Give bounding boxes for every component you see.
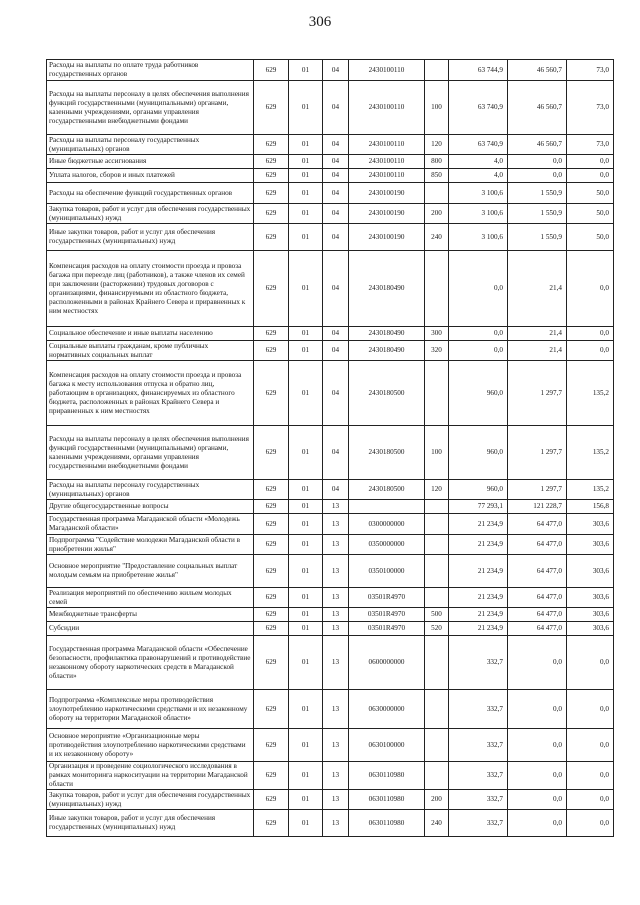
table-row	[47, 183, 614, 204]
target-article-cell: 0300000000	[349, 514, 425, 535]
target-article-cell: 2430100110	[349, 60, 425, 81]
approved-amount-cell: 63 740,9	[449, 81, 508, 135]
subsection-cell: 04	[323, 155, 349, 169]
subsection-cell: 04	[323, 169, 349, 183]
revised-amount-cell: 64 477,0	[508, 555, 567, 588]
revised-amount-cell: 0,0	[508, 762, 567, 790]
target-article-cell: 2430100110	[349, 155, 425, 169]
subsection-cell: 04	[323, 341, 349, 361]
table-body	[47, 60, 614, 837]
section-cell: 01	[289, 588, 323, 608]
expense-type-cell	[425, 60, 449, 81]
approved-amount-cell: 3 100,6	[449, 204, 508, 224]
expense-type-cell	[425, 588, 449, 608]
subsection-cell: 04	[323, 81, 349, 135]
subsection-cell: 13	[323, 636, 349, 690]
expense-type-cell: 300	[425, 327, 449, 341]
grbs-cell: 629	[254, 480, 289, 500]
approved-amount-cell: 21 234,9	[449, 588, 508, 608]
grbs-cell: 629	[254, 169, 289, 183]
target-article-cell: 2430100110	[349, 169, 425, 183]
approved-amount-cell: 332,7	[449, 810, 508, 837]
revised-amount-cell: 0,0	[508, 810, 567, 837]
section-cell: 01	[289, 135, 323, 155]
approved-amount-cell: 332,7	[449, 790, 508, 810]
expense-type-cell	[425, 361, 449, 426]
approved-amount-cell: 63 740,9	[449, 135, 508, 155]
target-article-cell: 03501R4970	[349, 608, 425, 622]
row-name-cell: Расходы на выплаты по оплате труда работников государственных органов	[47, 60, 254, 81]
target-article-cell: 0630100000	[349, 729, 425, 762]
row-name-cell: Расходы на выплаты персоналу государственных (муниципальных) органов	[47, 480, 254, 500]
expense-type-cell	[425, 514, 449, 535]
grbs-cell: 629	[254, 608, 289, 622]
revised-amount-cell: 21,4	[508, 341, 567, 361]
table-row	[47, 762, 614, 790]
grbs-cell: 629	[254, 81, 289, 135]
revised-amount-cell: 64 477,0	[508, 535, 567, 555]
subsection-cell: 13	[323, 555, 349, 588]
percent-cell: 0,0	[567, 251, 614, 327]
subsection-cell: 04	[323, 224, 349, 251]
section-cell: 01	[289, 426, 323, 480]
target-article-cell: 2430100190	[349, 204, 425, 224]
table-row	[47, 480, 614, 500]
section-cell: 01	[289, 622, 323, 636]
percent-cell: 303,6	[567, 622, 614, 636]
grbs-cell: 629	[254, 790, 289, 810]
target-article-cell: 03501R4970	[349, 622, 425, 636]
row-name-cell: Государственная программа Магаданской области «Молодежь Магаданской области»	[47, 514, 254, 535]
expense-type-cell: 100	[425, 81, 449, 135]
expense-type-cell	[425, 636, 449, 690]
revised-amount-cell: 121 228,7	[508, 500, 567, 514]
revised-amount-cell: 0,0	[508, 729, 567, 762]
table-row	[47, 555, 614, 588]
expense-type-cell	[425, 690, 449, 729]
grbs-cell: 629	[254, 60, 289, 81]
table-row	[47, 729, 614, 762]
revised-amount-cell: 1 297,7	[508, 361, 567, 426]
revised-amount-cell: 0,0	[508, 169, 567, 183]
expense-type-cell: 500	[425, 608, 449, 622]
revised-amount-cell: 0,0	[508, 155, 567, 169]
approved-amount-cell: 0,0	[449, 327, 508, 341]
budget-table	[46, 59, 614, 837]
section-cell: 01	[289, 690, 323, 729]
percent-cell: 0,0	[567, 327, 614, 341]
table-row	[47, 426, 614, 480]
table-row	[47, 81, 614, 135]
row-name-cell: Закупка товаров, работ и услуг для обеспечения государственных (муниципальных) нужд	[47, 204, 254, 224]
subsection-cell: 04	[323, 204, 349, 224]
subsection-cell: 04	[323, 327, 349, 341]
target-article-cell: 0630110980	[349, 790, 425, 810]
target-article-cell: 2430100190	[349, 224, 425, 251]
table-row	[47, 327, 614, 341]
expense-type-cell: 240	[425, 810, 449, 837]
section-cell: 01	[289, 60, 323, 81]
approved-amount-cell: 77 293,1	[449, 500, 508, 514]
target-article-cell: 2430180500	[349, 426, 425, 480]
expense-type-cell	[425, 729, 449, 762]
subsection-cell: 04	[323, 251, 349, 327]
row-name-cell: Иные бюджетные ассигнования	[47, 155, 254, 169]
section-cell: 01	[289, 535, 323, 555]
grbs-cell: 629	[254, 622, 289, 636]
section-cell: 01	[289, 636, 323, 690]
expense-type-cell: 850	[425, 169, 449, 183]
grbs-cell: 629	[254, 729, 289, 762]
revised-amount-cell: 64 477,0	[508, 608, 567, 622]
target-article-cell: 2430100190	[349, 183, 425, 204]
section-cell: 01	[289, 81, 323, 135]
approved-amount-cell: 332,7	[449, 729, 508, 762]
percent-cell: 50,0	[567, 183, 614, 204]
percent-cell: 0,0	[567, 790, 614, 810]
section-cell: 01	[289, 183, 323, 204]
revised-amount-cell: 46 560,7	[508, 135, 567, 155]
expense-type-cell	[425, 762, 449, 790]
percent-cell: 303,6	[567, 555, 614, 588]
section-cell: 01	[289, 224, 323, 251]
subsection-cell: 04	[323, 60, 349, 81]
expense-type-cell	[425, 183, 449, 204]
section-cell: 01	[289, 762, 323, 790]
revised-amount-cell: 46 560,7	[508, 60, 567, 81]
grbs-cell: 629	[254, 810, 289, 837]
expense-type-cell: 800	[425, 155, 449, 169]
row-name-cell: Подпрограмма "Содействие молодежи Магаданской области в приобретении жилья"	[47, 535, 254, 555]
row-name-cell: Основное мероприятие «Организационные меры противодействия злоупотреблению наркотическими средствами и их незаконному обороту»	[47, 729, 254, 762]
percent-cell: 135,2	[567, 480, 614, 500]
table-row	[47, 204, 614, 224]
percent-cell: 73,0	[567, 135, 614, 155]
section-cell: 01	[289, 790, 323, 810]
grbs-cell: 629	[254, 690, 289, 729]
target-article-cell: 2430180490	[349, 251, 425, 327]
table-row	[47, 622, 614, 636]
approved-amount-cell: 4,0	[449, 155, 508, 169]
grbs-cell: 629	[254, 327, 289, 341]
target-article-cell: 2430180490	[349, 341, 425, 361]
revised-amount-cell: 64 477,0	[508, 588, 567, 608]
percent-cell: 73,0	[567, 60, 614, 81]
revised-amount-cell: 64 477,0	[508, 514, 567, 535]
revised-amount-cell: 21,4	[508, 251, 567, 327]
subsection-cell: 13	[323, 762, 349, 790]
percent-cell: 73,0	[567, 81, 614, 135]
grbs-cell: 629	[254, 535, 289, 555]
subsection-cell: 04	[323, 480, 349, 500]
approved-amount-cell: 332,7	[449, 762, 508, 790]
approved-amount-cell: 960,0	[449, 426, 508, 480]
grbs-cell: 629	[254, 251, 289, 327]
expense-type-cell: 120	[425, 135, 449, 155]
target-article-cell: 0630110980	[349, 810, 425, 837]
approved-amount-cell: 21 234,9	[449, 622, 508, 636]
section-cell: 01	[289, 500, 323, 514]
grbs-cell: 629	[254, 588, 289, 608]
row-name-cell: Компенсация расходов на оплату стоимости проезда и провоза багажа при переезде лиц (работников), а также членов их семей при заключении (расторжении) трудовых договоров с организациями, финансируемыми из областного бюджета, расположенными в районах Крайнего Севера и приравненных к ним местностях	[47, 251, 254, 327]
row-name-cell: Другие общегосударственные вопросы	[47, 500, 254, 514]
section-cell: 01	[289, 810, 323, 837]
subsection-cell: 13	[323, 500, 349, 514]
expense-type-cell: 240	[425, 224, 449, 251]
section-cell: 01	[289, 514, 323, 535]
revised-amount-cell: 1 297,7	[508, 480, 567, 500]
revised-amount-cell: 21,4	[508, 327, 567, 341]
percent-cell: 0,0	[567, 341, 614, 361]
grbs-cell: 629	[254, 183, 289, 204]
table-row	[47, 60, 614, 81]
table-row	[47, 500, 614, 514]
row-name-cell: Субсидии	[47, 622, 254, 636]
section-cell: 01	[289, 341, 323, 361]
target-article-cell: 0630000000	[349, 690, 425, 729]
percent-cell: 50,0	[567, 204, 614, 224]
subsection-cell: 13	[323, 535, 349, 555]
section-cell: 01	[289, 327, 323, 341]
row-name-cell: Компенсация расходов на оплату стоимости проезда и провоза багажа к месту использования отпуска и обратно лиц, работающим в организациях, финансируемых из областного бюджета, расположенных в районах Крайнего Севера и приравненных к ним местностях	[47, 361, 254, 426]
approved-amount-cell: 960,0	[449, 480, 508, 500]
table-row	[47, 810, 614, 837]
expense-type-cell	[425, 251, 449, 327]
subsection-cell: 04	[323, 183, 349, 204]
approved-amount-cell: 3 100,6	[449, 183, 508, 204]
percent-cell: 50,0	[567, 224, 614, 251]
grbs-cell: 629	[254, 155, 289, 169]
row-name-cell: Межбюджетные трансферты	[47, 608, 254, 622]
target-article-cell: 0600000000	[349, 636, 425, 690]
percent-cell: 0,0	[567, 762, 614, 790]
expense-type-cell	[425, 535, 449, 555]
row-name-cell: Основное мероприятие "Предоставление социальных выплат молодым семьям на приобретение жилья"	[47, 555, 254, 588]
target-article-cell: 0350100000	[349, 555, 425, 588]
table-row	[47, 636, 614, 690]
grbs-cell: 629	[254, 762, 289, 790]
subsection-cell: 13	[323, 729, 349, 762]
subsection-cell: 13	[323, 514, 349, 535]
target-article-cell: 0350000000	[349, 535, 425, 555]
table-row	[47, 361, 614, 426]
subsection-cell: 13	[323, 690, 349, 729]
revised-amount-cell: 64 477,0	[508, 622, 567, 636]
revised-amount-cell: 0,0	[508, 636, 567, 690]
page-number: 306	[308, 14, 332, 30]
row-name-cell: Социальные выплаты гражданам, кроме публичных нормативных социальных выплат	[47, 341, 254, 361]
revised-amount-cell: 1 297,7	[508, 426, 567, 480]
section-cell: 01	[289, 608, 323, 622]
subsection-cell: 13	[323, 622, 349, 636]
percent-cell: 156,8	[567, 500, 614, 514]
percent-cell: 303,6	[567, 535, 614, 555]
approved-amount-cell: 332,7	[449, 636, 508, 690]
revised-amount-cell: 0,0	[508, 690, 567, 729]
table-row	[47, 535, 614, 555]
row-name-cell: Уплата налогов, сборов и иных платежей	[47, 169, 254, 183]
subsection-cell: 04	[323, 361, 349, 426]
expense-type-cell: 200	[425, 204, 449, 224]
table-row	[47, 251, 614, 327]
revised-amount-cell: 0,0	[508, 790, 567, 810]
table-row	[47, 588, 614, 608]
expense-type-cell: 520	[425, 622, 449, 636]
percent-cell: 0,0	[567, 690, 614, 729]
row-name-cell: Расходы на выплаты персоналу в целях обеспечения выполнения функций государственными (муниципальными) органами, казенными учреждениями, органами управления государственными внебюджетными фондами	[47, 426, 254, 480]
target-article-cell: 2430180490	[349, 327, 425, 341]
row-name-cell: Расходы на выплаты персоналу государственных (муниципальных) органов	[47, 135, 254, 155]
grbs-cell: 629	[254, 514, 289, 535]
table-row	[47, 169, 614, 183]
approved-amount-cell: 0,0	[449, 251, 508, 327]
row-name-cell: Иные закупки товаров, работ и услуг для обеспечения государственных (муниципальных) нужд	[47, 810, 254, 837]
section-cell: 01	[289, 169, 323, 183]
subsection-cell: 13	[323, 790, 349, 810]
approved-amount-cell: 21 234,9	[449, 514, 508, 535]
percent-cell: 135,2	[567, 426, 614, 480]
table-row	[47, 224, 614, 251]
subsection-cell: 13	[323, 810, 349, 837]
row-name-cell: Организация и проведение социологического исследования в рамках мониторинга наркоситуации на территории Магаданской области	[47, 762, 254, 790]
row-name-cell: Реализация мероприятий по обеспечению жильем молодых семей	[47, 588, 254, 608]
percent-cell: 303,6	[567, 608, 614, 622]
section-cell: 01	[289, 729, 323, 762]
expense-type-cell: 200	[425, 790, 449, 810]
approved-amount-cell: 0,0	[449, 341, 508, 361]
percent-cell: 135,2	[567, 361, 614, 426]
target-article-cell	[349, 500, 425, 514]
expense-type-cell: 100	[425, 426, 449, 480]
revised-amount-cell: 1 550,9	[508, 183, 567, 204]
grbs-cell: 629	[254, 135, 289, 155]
revised-amount-cell: 1 550,9	[508, 224, 567, 251]
percent-cell: 303,6	[567, 588, 614, 608]
table-row	[47, 690, 614, 729]
target-article-cell: 03501R4970	[349, 588, 425, 608]
percent-cell: 0,0	[567, 169, 614, 183]
section-cell: 01	[289, 204, 323, 224]
section-cell: 01	[289, 155, 323, 169]
row-name-cell: Подпрограмма «Комплексные меры противодействия злоупотреблению наркотическими средствами и их незаконному обороту на территории Магаданской области»	[47, 690, 254, 729]
grbs-cell: 629	[254, 500, 289, 514]
row-name-cell: Социальное обеспечение и иные выплаты населению	[47, 327, 254, 341]
target-article-cell: 2430180500	[349, 361, 425, 426]
row-name-cell: Закупка товаров, работ и услуг для обеспечения государственных (муниципальных) нужд	[47, 790, 254, 810]
approved-amount-cell: 63 744,9	[449, 60, 508, 81]
subsection-cell: 04	[323, 135, 349, 155]
grbs-cell: 629	[254, 361, 289, 426]
grbs-cell: 629	[254, 204, 289, 224]
section-cell: 01	[289, 361, 323, 426]
approved-amount-cell: 4,0	[449, 169, 508, 183]
approved-amount-cell: 3 100,6	[449, 224, 508, 251]
percent-cell: 0,0	[567, 636, 614, 690]
expense-type-cell	[425, 555, 449, 588]
grbs-cell: 629	[254, 224, 289, 251]
section-cell: 01	[289, 251, 323, 327]
subsection-cell: 13	[323, 588, 349, 608]
row-name-cell: Государственная программа Магаданской области «Обеспечение безопасности, профилактика правонарушений и противодействие незаконному обороту наркотических средств в Магаданской области»	[47, 636, 254, 690]
table-row	[47, 790, 614, 810]
table-row	[47, 514, 614, 535]
expense-type-cell: 120	[425, 480, 449, 500]
approved-amount-cell: 21 234,9	[449, 535, 508, 555]
subsection-cell: 13	[323, 608, 349, 622]
row-name-cell: Расходы на выплаты персоналу в целях обеспечения выполнения функций государственными (муниципальными) органами, казенными учреждениями, органами управления государственными внебюджетными фондами	[47, 81, 254, 135]
percent-cell: 303,6	[567, 514, 614, 535]
row-name-cell: Расходы на обеспечение функций государственных органов	[47, 183, 254, 204]
percent-cell: 0,0	[567, 810, 614, 837]
revised-amount-cell: 1 550,9	[508, 204, 567, 224]
percent-cell: 0,0	[567, 729, 614, 762]
section-cell: 01	[289, 480, 323, 500]
target-article-cell: 2430180500	[349, 480, 425, 500]
percent-cell: 0,0	[567, 155, 614, 169]
target-article-cell: 2430100110	[349, 135, 425, 155]
revised-amount-cell: 46 560,7	[508, 81, 567, 135]
grbs-cell: 629	[254, 555, 289, 588]
table-row	[47, 135, 614, 155]
expense-type-cell	[425, 500, 449, 514]
row-name-cell: Иные закупки товаров, работ и услуг для обеспечения государственных (муниципальных) нужд	[47, 224, 254, 251]
approved-amount-cell: 960,0	[449, 361, 508, 426]
table-row	[47, 341, 614, 361]
approved-amount-cell: 332,7	[449, 690, 508, 729]
expense-type-cell: 320	[425, 341, 449, 361]
approved-amount-cell: 21 234,9	[449, 608, 508, 622]
grbs-cell: 629	[254, 426, 289, 480]
table-row	[47, 608, 614, 622]
table-row	[47, 155, 614, 169]
grbs-cell: 629	[254, 341, 289, 361]
grbs-cell: 629	[254, 636, 289, 690]
subsection-cell: 04	[323, 426, 349, 480]
section-cell: 01	[289, 555, 323, 588]
target-article-cell: 2430100110	[349, 81, 425, 135]
approved-amount-cell: 21 234,9	[449, 555, 508, 588]
target-article-cell: 0630110980	[349, 762, 425, 790]
